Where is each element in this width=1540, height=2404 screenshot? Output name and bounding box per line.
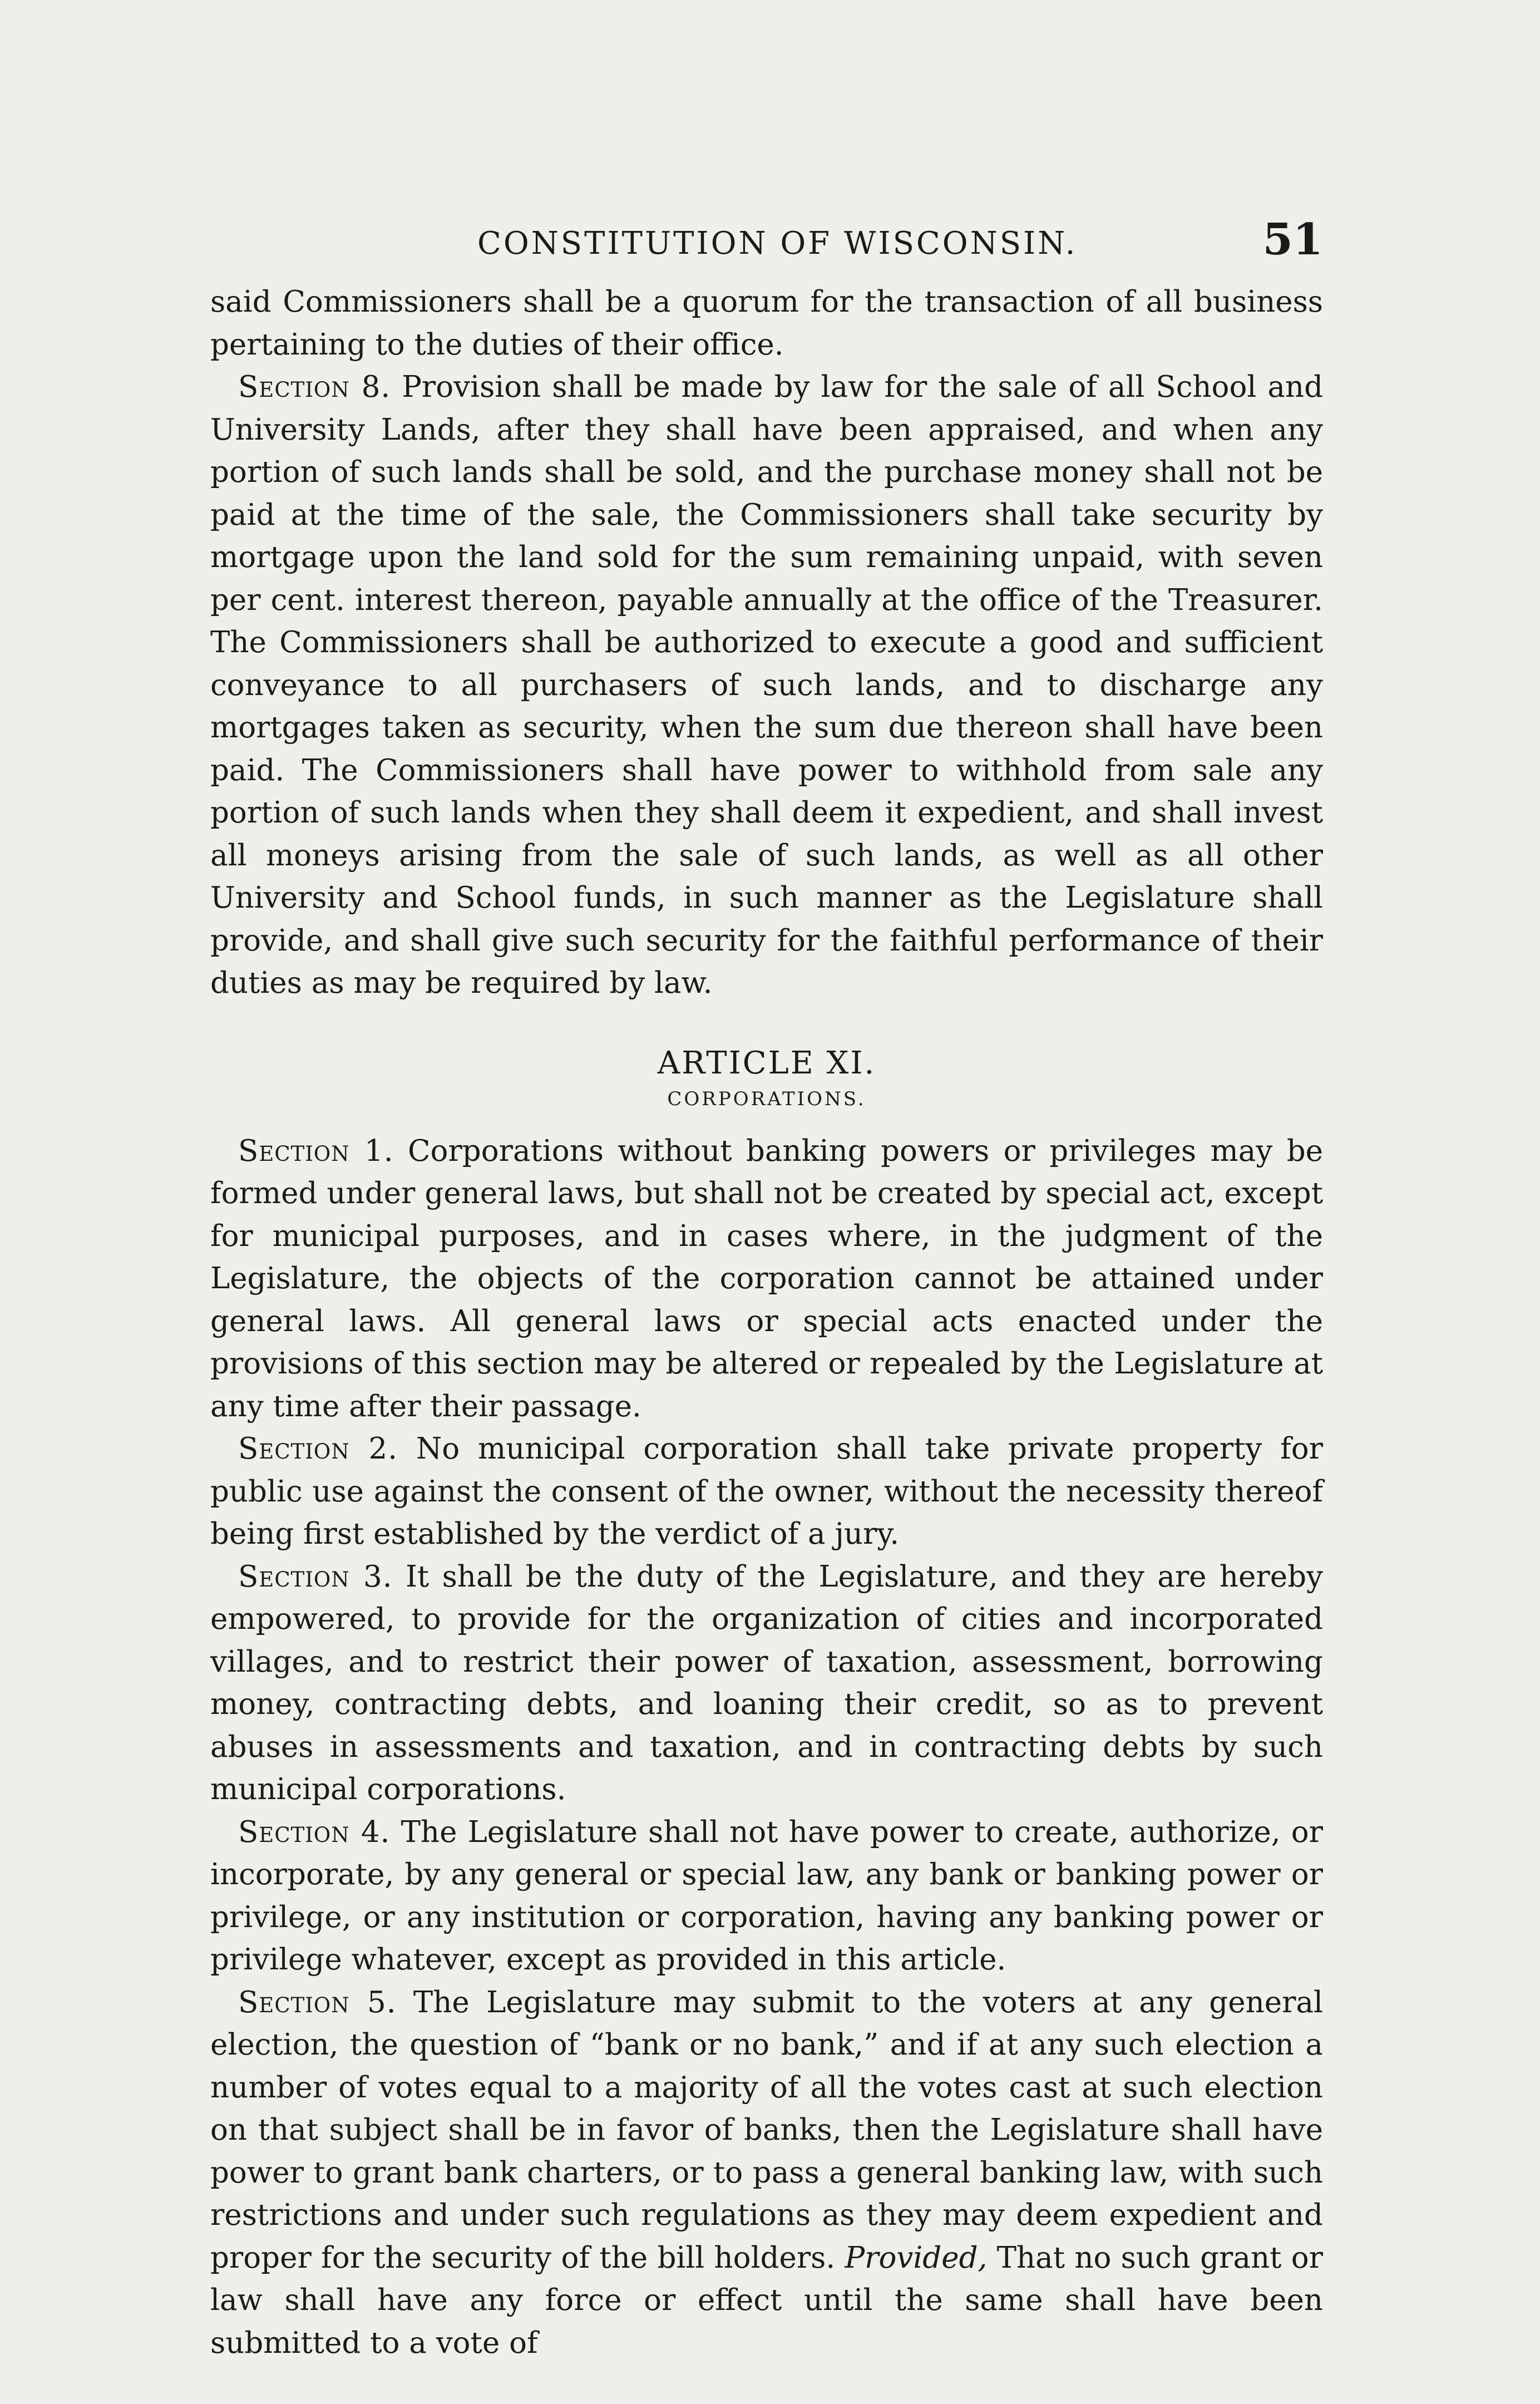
page-body — [210, 281, 1323, 2364]
page-number: 51 — [1262, 214, 1323, 265]
section-label: Section 3. — [238, 1559, 393, 1594]
article-subheading: CORPORATIONS. — [667, 1087, 866, 1110]
section-text: It shall be the duty of the Legislature, and they are hereby empowered, to provide for the organization of cities and incorporated villages, and to restrict their power of taxation, assessment, borrowing money, contracting debts, and loaning their credit, so as to prevent abuses in assessments and taxation, and in contracting debts by such municipal corporations. — [210, 1559, 1323, 1806]
section-label: Section 5. — [238, 1985, 397, 2019]
proviso-word: Provided, — [845, 2240, 988, 2275]
article-xi-section-2 — [210, 1428, 1323, 1556]
document-page — [210, 214, 1323, 2364]
article-heading: ARTICLE XI. — [657, 1045, 876, 1081]
section-text: The Legislature shall not have power to create, authorize, or incorporate, by any general or special law, any bank or banking power or privilege, or any institution or corporation, having any banking power or privilege whatever, except as provided in this article. — [210, 1815, 1323, 1977]
article-xi-section-4 — [210, 1811, 1323, 1982]
running-title: CONSTITUTION OF WISCONSIN. — [477, 225, 1078, 262]
article-xi-section-1 — [210, 1130, 1323, 1428]
section-text: Corporations without banking powers or privileges may be formed under general laws, but shall not be created by special act, except for municipal purposes, and in cases where, in the judgment of the Legislature, the objects of the corporation cannot be attained under general laws. All general laws or special acts enacted under the provisions of this section may be altered or repealed by the Legislature at any time after their passage. — [210, 1134, 1323, 1423]
section-text: Provision shall be made by law for the sale of all School and University Lands, after they shall have been appraised, and when any portion of such lands shall be sold, and the purchase money shall not be paid at the time of the sale, the Commissioners shall take security by mortgage upon the land sold for the sum remaining unpaid, with seven per cent. interest thereon, payable annually at the office of the Treasurer. The Commissioners shall be authorized to execute a good and sufficient conveyance to all purchasers of such lands, and to discharge any mortgages taken as security, when the sum due thereon shall have been paid. The Commissioners shall have power to withhold from sale any portion of such lands when they shall deem it expedient, and shall invest all moneys arising from the sale of such lands, as well as all other University and School funds, in such manner as the Legislature shall provide, and shall give such security for the faithful performance of their duties as may be required by law. — [210, 370, 1323, 1000]
section-label: Section 2. — [238, 1432, 398, 1466]
section-label: Section 8. — [238, 370, 391, 404]
section-text: No municipal corporation shall take private property for public use against the consent of the owner, without the necessity thereof being first established by the verdict of a jury. — [210, 1432, 1323, 1551]
article-xi-section-3 — [210, 1556, 1323, 1811]
section-label: Section 4. — [238, 1815, 391, 1849]
article-x-section-8 — [210, 366, 1323, 1005]
article-xi-section-5 — [210, 1982, 1323, 2365]
section-text: The Legislature may submit to the voters at any general election, the question of “bank or no bank,” and if at any such election a number of votes equal to a majority of all the votes cast at such election on that subject shall be in favor of banks, then the Legislature shall have power to grant bank charters, or to pass a general banking law, with such restrictions and under such regulations as they may deem expedient and proper for the security of the bill holders. — [210, 1985, 1323, 2275]
section-text-continued: That no such grant or law shall have any force or effect until the same shall have been submitted to a vote of — [210, 2240, 1323, 2360]
section-label: Section 1. — [238, 1134, 394, 1168]
continuation-paragraph: said Commissioners shall be a quorum for the transaction of all business pertaining to the duties of their office. — [210, 285, 1323, 362]
page-header — [210, 214, 1323, 281]
